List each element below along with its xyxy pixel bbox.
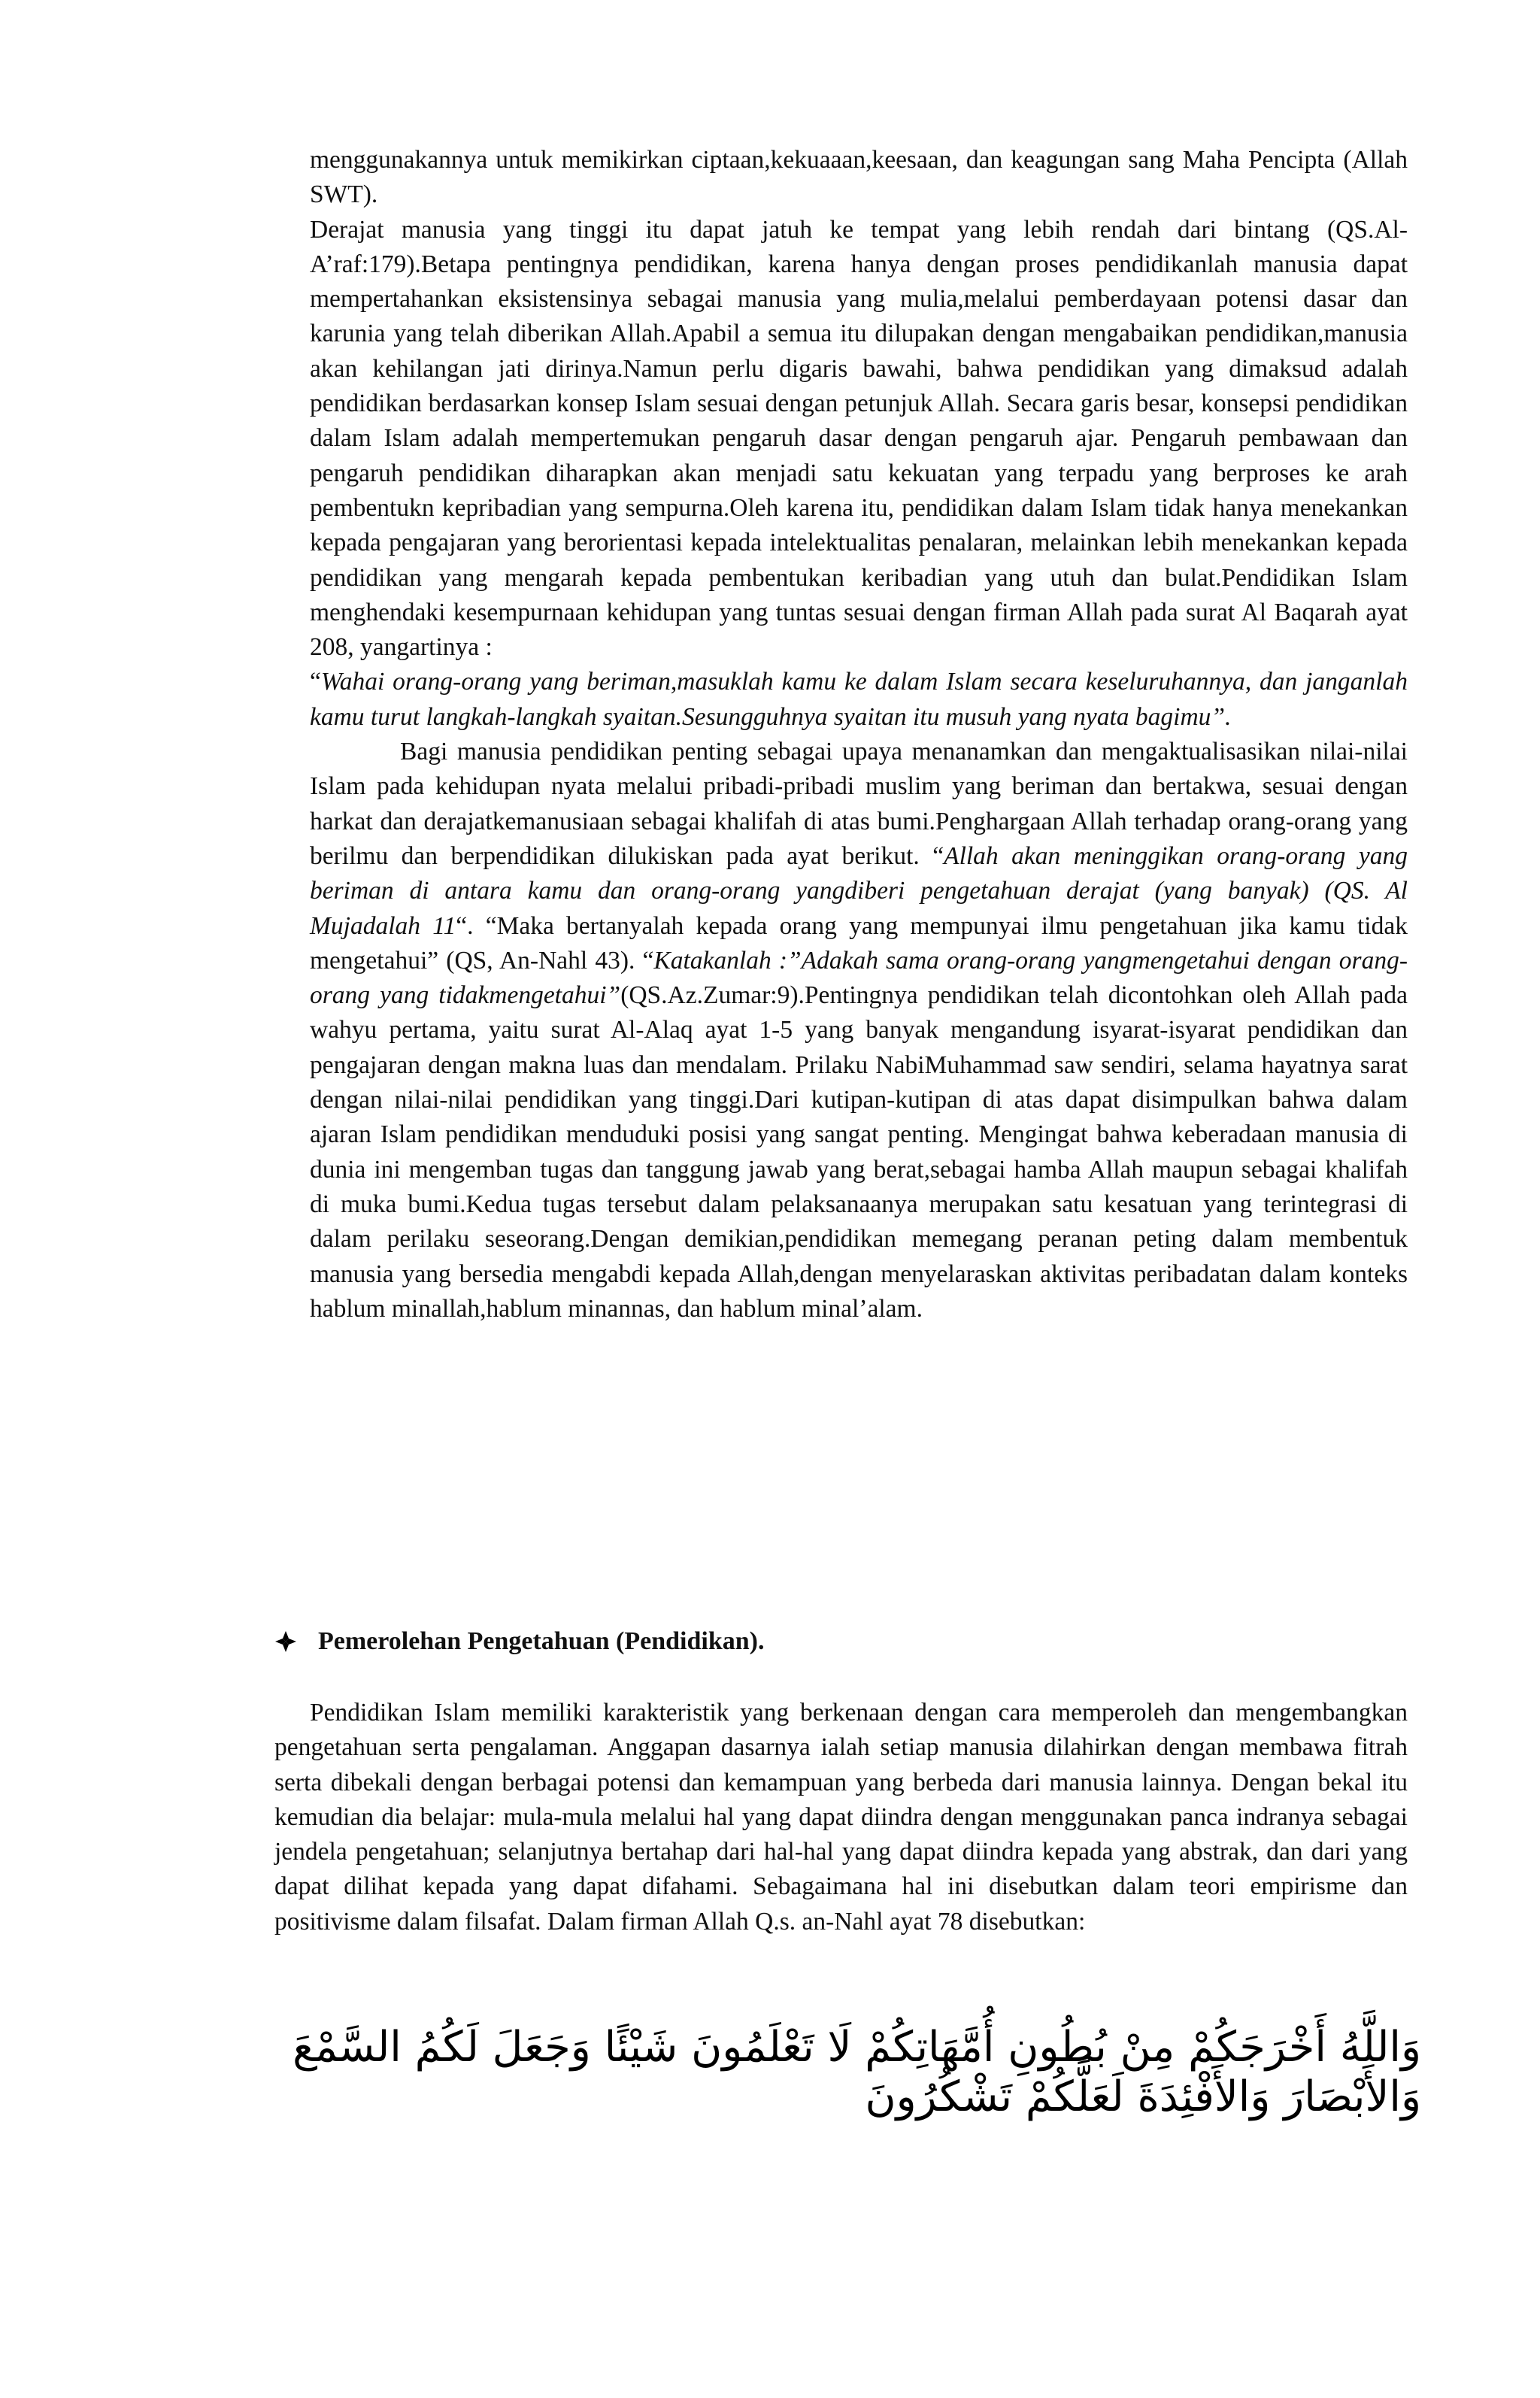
paragraph-bagi-part2: “. “Maka bertanyalah kepada orang yang mempunyai ilmu pengetahuan jika kamu tidak mengetahui” (QS, An-Nahl 43). “ (310, 911, 1408, 975)
section-heading (274, 1624, 1327, 1659)
paragraph-bagi-part1: Bagi manusia pendidikan penting sebagai upaya menanamkan dan mengaktualisasikan nilai-nilai Islam pada kehidupan nyata melalui pribadi-pribadi muslim yang beriman dan bertakwa, sesuai dengan harkat dan derajatkemanusiaan sebagai khalifah di atas bumi.Penghargaan Allah terhadap orang-orang yang berilmu dan berpendidikan dilukiskan pada ayat berikut. “ (310, 738, 1408, 870)
paragraph-pendidikan-islam: Pendidikan Islam memiliki karakteristik yang berkenaan dengan cara memperoleh dan mengembangkan pengetahuan serta pengalaman. Anggapan dasarnya ialah setiap manusia dilahirkan dengan membawa fitrah serta dibekali dengan berbagai potensi dan kemampuan yang berbeda dari manusia lainnya. Dengan bekal itu kemudian dia belajar: mula-mula melalui hal yang dapat diindra dengan menggunakan panca indranya sebagai jendela pengetahuan; selanjutnya bertahap dari hal-hal yang dapat diindra kepada yang abstrak, dan dari yang dapat dilihat kepada yang dapat difahami. Sebagaimana hal ini disebutkan dalam teori empirisme dan positivisme dalam filsafat. Dalam firman Allah Q.s. an-Nahl ayat 78 disebutkan: (274, 1699, 1408, 1936)
paragraph-continuation: menggunakannya untuk memikirkan ciptaan,kekuaaan,keesaan, dan keagungan sang Maha Pencipta (Allah SWT). (310, 146, 1408, 209)
text-block-upper (310, 143, 1408, 1326)
quote-zumar: Katakanlah :”Adakah sama orang-orang yangmengetahui dengan orang-orang yang tidakmengetahui” (310, 946, 1408, 1010)
paragraph-derajat: Derajat manusia yang tinggi itu dapat jatuh ke tempat yang lebih rendah dari bintang (QS.Al-A’raf:179).Betapa pentingnya pendidikan, karena hanya dengan proses pendidikanlah manusia dapat mempertahankan eksistensinya sebagai manusia yang mulia,melalui pemberdayaan potensi dasar dan karunia yang telah diberikan Allah.Apabil a semua itu dilupakan dengan mengabaikan pendidikan,manusia akan kehilangan jati dirinya.Namun perlu digaris bawahi, bahwa pendidikan yang dimaksud adalah pendidikan berdasarkan konsep Islam sesuai dengan petunjuk Allah. Secara garis besar, konsepsi pendidikan dalam Islam adalah mempertemukan pengaruh dasar dengan pengaruh ajar. Pengaruh pembawaan dan pengaruh pendidikan diharapkan akan menjadi satu kekuatan yang terpadu yang berproses ke arah pembentukn kepribadian yang sempurna.Oleh karena itu, pendidikan dalam Islam tidak hanya menekankan kepada pengajaran yang berorientasi kepada intelektualitas penalaran, melainkan lebih menekankan kepada pendidikan yang mengarah kepada pembentukan keribadian yang utuh dan bulat.Pendidikan Islam menghendaki kesempurnaan kehidupan yang tuntas sesuai dengan firman Allah pada surat Al Baqarah ayat 208, yangartinya : (310, 215, 1408, 662)
quote-baqarah-text: Wahai orang-orang yang beriman,masuklah kamu ke dalam Islam secara keseluruhannya, dan janganlah kamu turut langkah-langkah syaitan.Sesungguhnya syaitan itu musuh yang nyata bagimu”. (310, 668, 1408, 731)
quote-baqarah (310, 665, 1408, 735)
quote-mujadalah: Allah akan meninggikan orang-orang yang beriman di antara kamu dan orang-orang yangdiberi pengetahuan derajat (yang banyak) (QS. Al Mujadalah 11 (310, 841, 1408, 940)
arabic-verse: وَاللَّهُ أَخْرَجَكُمْ مِنْ بُطُونِ أُمَّهَاتِكُمْ لَا تَعْلَمُونَ شَيْئًا وَجَعَلَ لَكُمُ السَّمْعَ وَالأَبْصَارَ وَالأَفْئِدَةَ لَعَلَّكُمْ تَشْكُرُونَ (293, 2023, 1421, 2121)
section-heading-text: Pemerolehan Pengetahuan (Pendidikan). (318, 1627, 765, 1655)
diamond-bullet-icon (274, 1630, 297, 1653)
quote-open-mark: “ (310, 668, 321, 696)
paragraph-bagi (310, 735, 1408, 1326)
text-block-lower (274, 1696, 1408, 1939)
paragraph-bagi-part3: (QS.Az.Zumar:9).Pentingnya pendidikan telah dicontohkan oleh Allah pada wahyu pertama, yaitu surat Al-Alaq ayat 1-5 yang banyak mengandung isyarat-isyarat pendidikan dan pengajaran dengan makna luas dan mendalam. Prilaku NabiMuhammad saw sendiri, selama hayatnya sarat dengan nilai-nilai pendidikan yang tinggi.Dari kutipan-kutipan di atas dapat disimpulkan bahwa dalam ajaran Islam pendidikan menduduki posisi yang sangat penting. Mengingat bahwa keberadaan manusia di dunia ini mengemban tugas dan tanggung jawab yang berat,sebagai hamba Allah maupun sebagai khalifah di muka bumi.Kedua tugas tersebut dalam pelaksanaanya merupakan satu kesatuan yang terintegrasi di dalam perilaku seseorang.Dengan demikian,pendidikan memegang peranan peting dalam membentuk manusia yang bersedia mengabdi kepada Allah,dengan menyelaraskan aktivitas peribadatan dalam konteks hablum minallah,hablum minannas, dan hablum minal’alam. (310, 981, 1408, 1323)
